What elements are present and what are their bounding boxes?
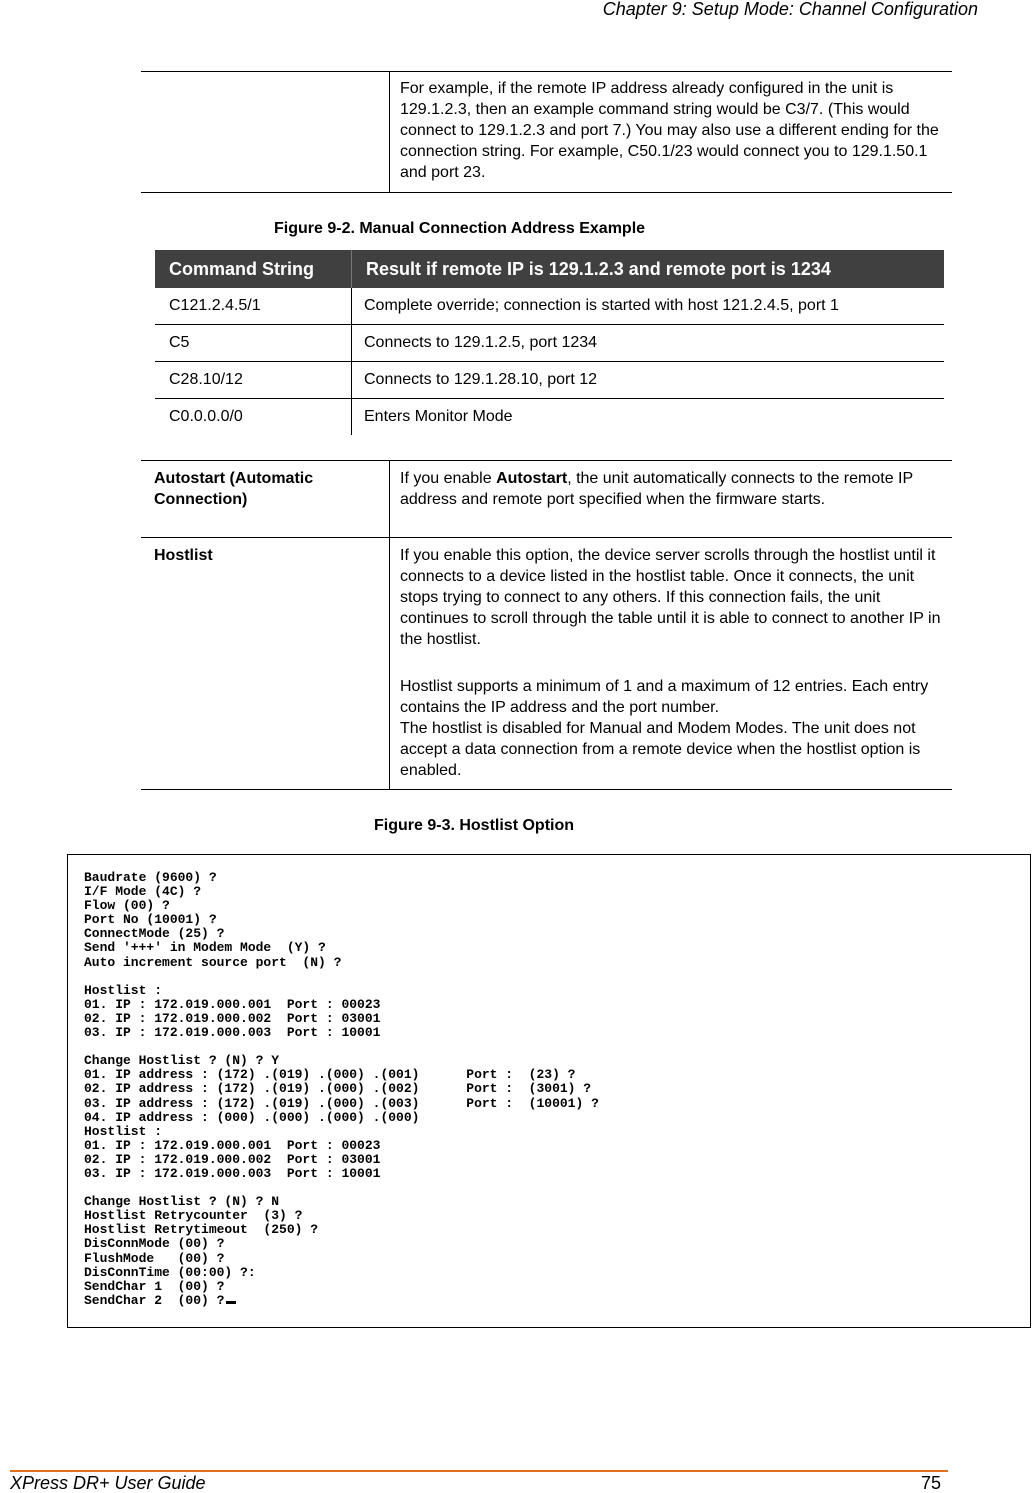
terminal-line: FlushMode (00) ? xyxy=(84,1250,225,1266)
terminal-line: Send '+++' in Modem Mode (Y) ? xyxy=(84,940,326,956)
terminal-line: Port No (10001) ? xyxy=(84,912,217,928)
table-row xyxy=(155,399,944,436)
hostlist-label: Hostlist xyxy=(154,547,213,564)
result-cell: Connects to 129.1.2.5, port 1234 xyxy=(352,325,945,362)
terminal-line: 01. IP : 172.019.000.001 Port : 00023 xyxy=(84,1137,381,1153)
top-row-text: For example, if the remote IP address already configured in the unit is 129.1.2.3, then an example command string would be C3/7. (This would connect to 129.1.2.3 and port 7.) You may also use a different ending for the connection string. For example, C50.1/23 would connect you to 129.1.50.1 and port 23. xyxy=(400,80,939,181)
footer-rule xyxy=(10,1470,948,1472)
options-top-rule xyxy=(141,460,952,461)
figure-9-3-caption: Figure 9-3. Hostlist Option xyxy=(374,817,575,834)
figure-9-2-caption: Figure 9-2. Manual Connection Address Example xyxy=(274,220,646,237)
page-number: 75 xyxy=(920,1473,941,1493)
terminal-line: Hostlist Retrycounter (3) ? xyxy=(84,1208,303,1224)
command-cell: C5 xyxy=(155,325,352,362)
column-header: Command String xyxy=(155,250,352,288)
column-header: Result if remote IP is 129.1.2.3 and remote port is 1234 xyxy=(352,250,945,288)
terminal-line: SendChar 2 (00) ? xyxy=(84,1292,225,1308)
terminal-line: 02. IP : 172.019.000.002 Port : 03001 xyxy=(84,1010,381,1026)
terminal-line: 03. IP : 172.019.000.003 Port : 10001 xyxy=(84,1025,381,1041)
terminal-line: Flow (00) ? xyxy=(84,898,170,914)
command-cell: C121.2.4.5/1 xyxy=(155,288,352,325)
terminal-line: SendChar 1 (00) ? xyxy=(84,1278,225,1294)
top-row-bottom-rule xyxy=(141,192,952,193)
hostlist-description-1: If you enable this option, the device server scrolls through the hostlist until it connects to a device listed in the hostlist table. Once it connects, the unit stops trying to connect to any others. If this connection fails, the unit continues to scroll through the table until it is able to connect to another IP in the hostlist. xyxy=(400,547,941,648)
terminal-line: ConnectMode (25) ? xyxy=(84,926,225,942)
terminal-line: 02. IP : 172.019.000.002 Port : 03001 xyxy=(84,1151,381,1167)
terminal-line: Change Hostlist ? (N) ? N xyxy=(84,1194,280,1210)
terminal-line: Change Hostlist ? (N) ? Y xyxy=(84,1053,280,1069)
result-cell: Enters Monitor Mode xyxy=(352,399,945,436)
hostlist-description-2: Hostlist supports a minimum of 1 and a maximum of 12 entries. Each entry contains the IP address and the port number. xyxy=(400,678,929,716)
terminal-line: 01. IP address : (172) .(019) .(000) .(001) Port : (23) ? xyxy=(84,1067,576,1083)
terminal-line: Hostlist : xyxy=(84,982,163,998)
hostlist-description-3: The hostlist is disabled for Manual and Modem Modes. The unit does not accept a data connection from a remote device when the hostlist option is enabled. xyxy=(400,720,921,779)
terminal-output xyxy=(84,871,599,1308)
terminal-line: DisConnMode (00) ? xyxy=(84,1236,225,1252)
options-divider xyxy=(389,460,390,789)
terminal-line: 03. IP : 172.019.000.003 Port : 10001 xyxy=(84,1165,381,1181)
autostart-label: Autostart (Automatic Connection) xyxy=(154,470,314,508)
top-row-divider xyxy=(389,71,390,192)
terminal-line: Hostlist : xyxy=(84,1123,163,1139)
command-cell: C28.10/12 xyxy=(155,362,352,399)
autostart-description: If you enable Autostart, the unit automatically connects to the remote IP address and remote port specified when the firmware starts. xyxy=(400,470,913,508)
terminal-cursor xyxy=(226,1301,236,1304)
table-row xyxy=(155,362,944,399)
table-row xyxy=(155,325,944,362)
terminal-line: 03. IP address : (172) .(019) .(000) .(003) Port : (10001) ? xyxy=(84,1095,599,1111)
options-bottom-rule xyxy=(141,789,952,790)
table-header-row xyxy=(155,250,944,288)
terminal-line: I/F Mode (4C) ? xyxy=(84,884,202,900)
result-cell: Complete override; connection is started with host 121.2.4.5, port 1 xyxy=(352,288,945,325)
terminal-line: Baudrate (9600) ? xyxy=(84,870,217,885)
chapter-header: Chapter 9: Setup Mode: Channel Configuration xyxy=(602,0,978,19)
footer-guide-title: XPress DR+ User Guide xyxy=(10,1473,206,1493)
terminal-line: Auto increment source port (N) ? xyxy=(84,954,342,970)
top-row-top-rule xyxy=(141,71,952,72)
terminal-line: 02. IP address : (172) .(019) .(000) .(002) Port : (3001) ? xyxy=(84,1081,592,1097)
manual-connection-table xyxy=(155,250,944,435)
table-row xyxy=(155,288,944,325)
result-cell: Connects to 129.1.28.10, port 12 xyxy=(352,362,945,399)
terminal-screenshot xyxy=(67,854,1031,1328)
options-middle-rule xyxy=(141,537,952,538)
terminal-line: DisConnTime (00:00) ?: xyxy=(84,1264,256,1280)
command-cell: C0.0.0.0/0 xyxy=(169,408,243,425)
terminal-line: Hostlist Retrytimeout (250) ? xyxy=(84,1222,319,1238)
terminal-line: 04. IP address : (000) .(000) .(000) .(000) xyxy=(84,1109,420,1125)
terminal-line: 01. IP : 172.019.000.001 Port : 00023 xyxy=(84,996,381,1012)
